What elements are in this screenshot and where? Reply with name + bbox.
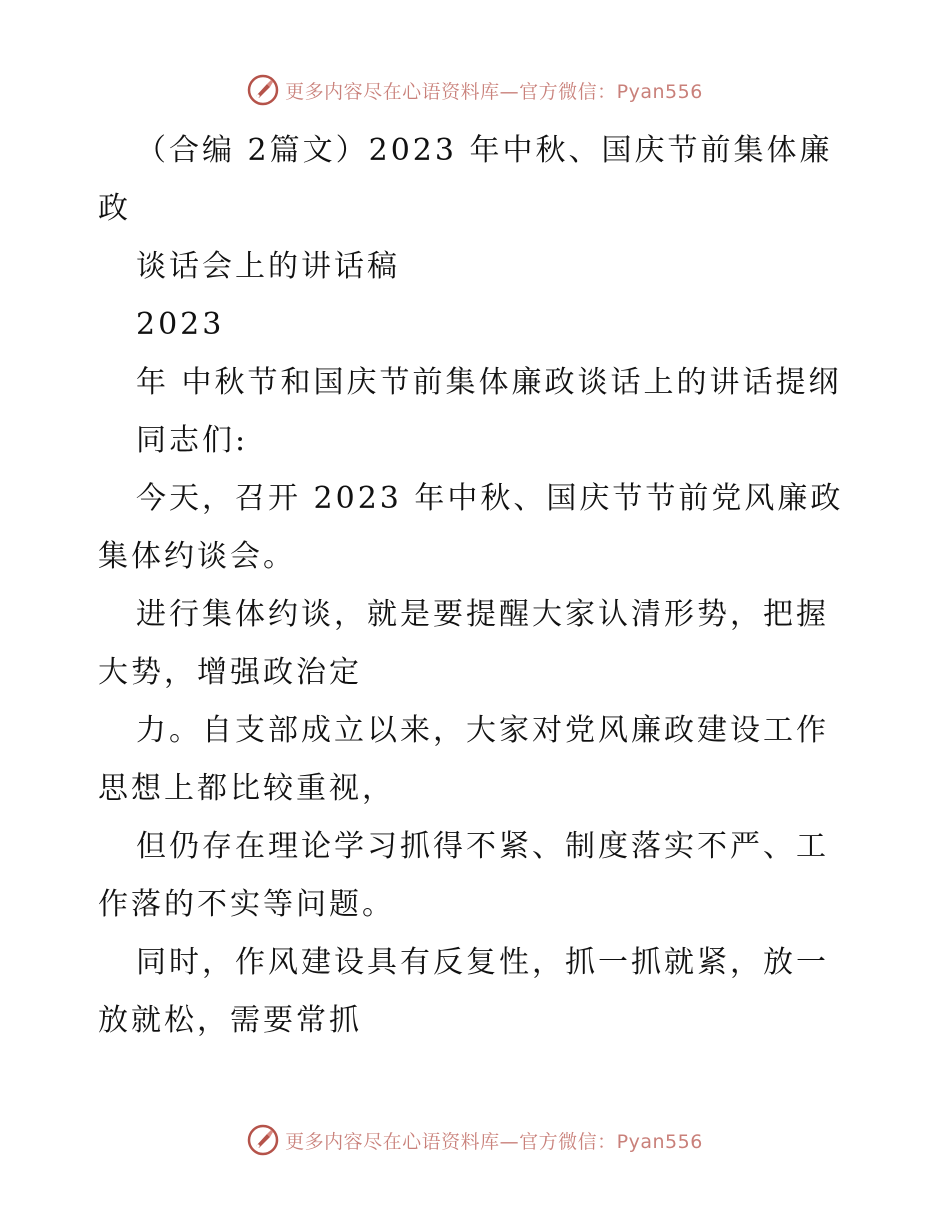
doc-paragraph: 但仍存在理论学习抓得不紧、制度落实不严、工作落的不实等问题。 [98,829,829,922]
doc-paragraph: 力。自支部成立以来，大家对党风廉政建设工作思想上都比较重视， [98,713,829,806]
watermark-text: 更多内容尽在心语资料库—官方微信：Pyan556 [285,1130,703,1153]
doc-salutation: 同志们: [136,423,249,458]
pen-nib-logo-icon [247,1124,279,1156]
watermark-text: 更多内容尽在心语资料库—官方微信：Pyan556 [285,80,703,103]
doc-title-line-1: （合编 2篇文）2023 年中秋、国庆节前集体廉政 [98,133,833,226]
document-body [98,122,858,1050]
doc-title-line-2: 谈话会上的讲话稿 [136,249,400,284]
doc-paragraph: 今天，召开 2023 年中秋、国庆节节前党风廉政集体约谈会。 [98,481,844,574]
doc-paragraph: 进行集体约谈，就是要提醒大家认清形势，把握大势，增强政治定 [98,597,829,690]
doc-paragraph: 同时，作风建设具有反复性，抓一抓就紧，放一放就松，需要常抓 [98,945,829,1038]
footer-watermark-banner [0,1120,950,1160]
doc-subtitle: 年 中秋节和国庆节前集体廉政谈话上的讲话提纲 [136,365,842,400]
header-watermark-banner [0,70,950,110]
doc-year: 2023 [136,307,225,342]
pen-nib-logo-icon [247,74,279,106]
